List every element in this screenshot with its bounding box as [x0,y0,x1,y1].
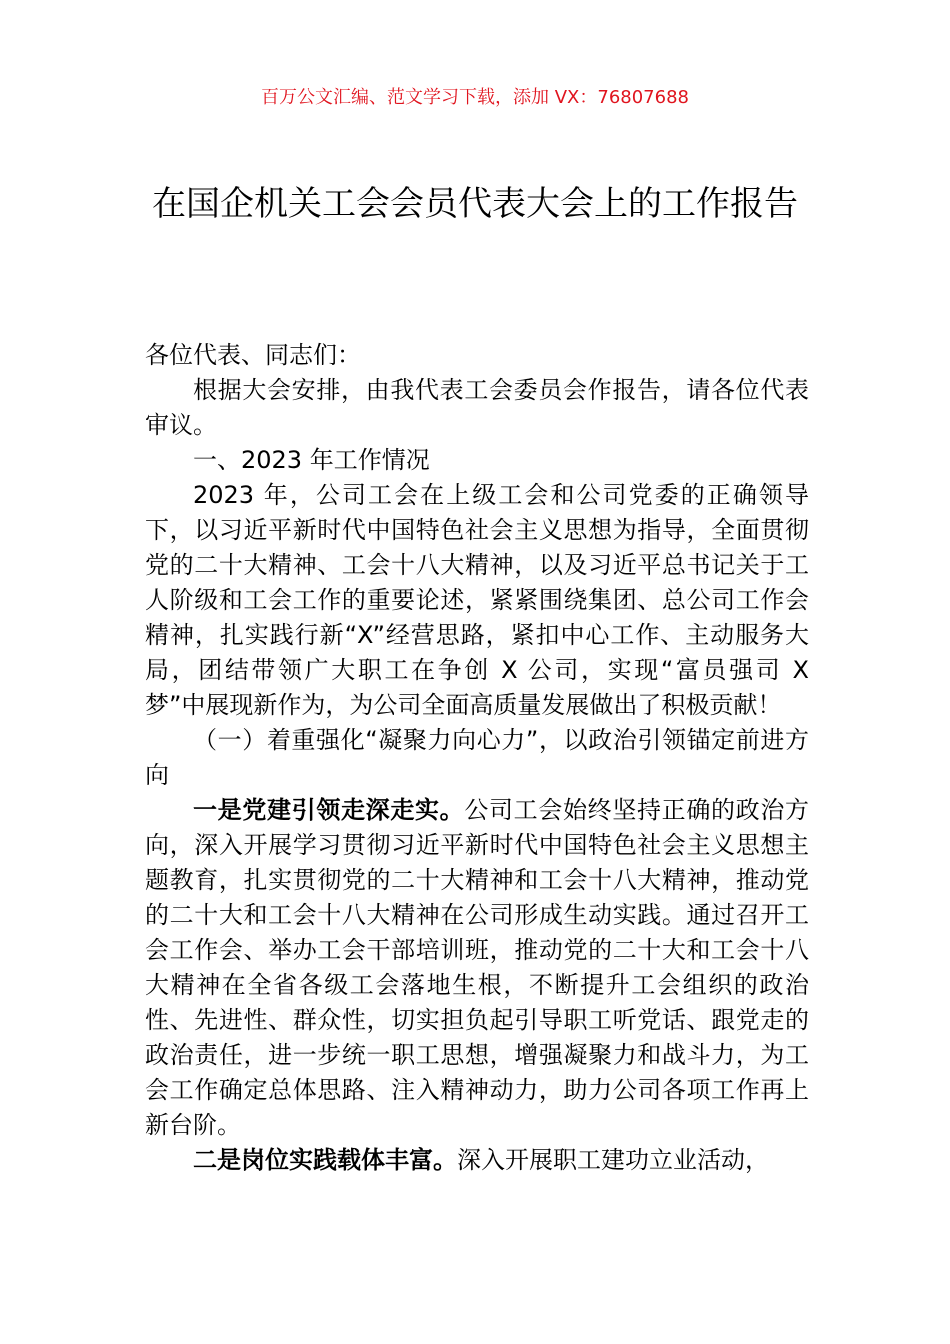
section-body: 2023 年，公司工会在上级工会和公司党委的正确领导下，以习近平新时代中国特色社会主义思想为指导，全面贯彻党的二十大精神、工会十八大精神，以及习近平总书记关于工人阶级和工会工作的重要论述，紧紧围绕集团、总公司工作会精神，扎实践行新“X”经营思路，紧扣中心工作、主动服务大局，团结带领广大职工在争创 X 公司，实现“富员强司 X 梦”中展现新作为，为公司全面高质量发展做出了积极贡献！ [145,481,809,719]
promo-banner: 百万公文汇编、范文学习下载，添加 VX：76807688 [261,87,689,108]
point-1-lead: 一是党建引领走深走实。 [193,796,465,824]
point-paragraph-2 [145,1143,809,1178]
intro-paragraph: 根据大会安排，由我代表工会委员会作报告，请各位代表审议。 [145,376,809,439]
page-title: 在国企机关工会会员代表大会上的工作报告 [152,184,798,224]
subsection-heading: （一）着重强化“凝聚力向心力”，以政治引领锚定前进方向 [145,726,809,789]
point-2-body: 深入开展职工建功立业活动， [457,1146,769,1174]
point-2-lead: 二是岗位实践载体丰富。 [193,1146,457,1174]
document-body [145,338,809,1178]
point-paragraph-1 [145,793,809,1143]
section-heading: 一、2023 年工作情况 [193,446,430,474]
point-1-body: 公司工会始终坚持正确的政治方向，深入开展学习贯彻习近平新时代中国特色社会主义思想主题教育，扎实贯彻党的二十大精神和工会十八大精神，推动党的二十大和工会十八大精神在公司形成生动实践。通过召开工会工作会、举办工会干部培训班，推动党的二十大和工会十八大精神在全省各级工会落地生根，不断提升工会组织的政治性、先进性、群众性，切实担负起引导职工听党话、跟党走的政治责任，进一步统一职工思想，增强凝聚力和战斗力，为工会工作确定总体思路、注入精神动力，助力公司各项工作再上新台阶。 [145,796,810,1139]
salutation: 各位代表、同志们： [145,341,361,369]
